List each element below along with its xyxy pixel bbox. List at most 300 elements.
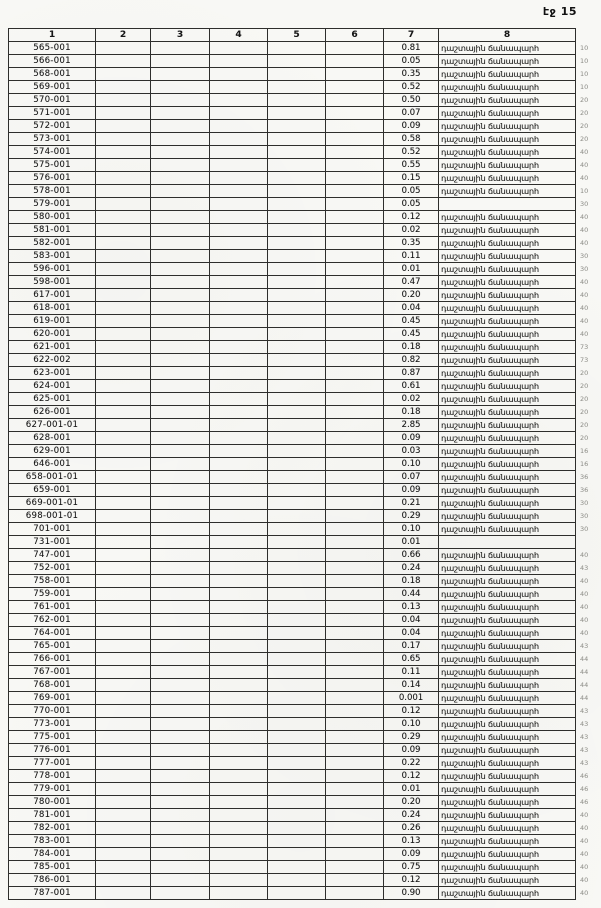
- land-type-cell: դաշտային ճանապարհ: [439, 575, 576, 588]
- empty-cell-col2: [96, 107, 151, 120]
- column-header-8: 8: [439, 29, 576, 42]
- parcel-code-cell: 628-001: [9, 432, 96, 445]
- area-value-cell: 0.13: [384, 601, 439, 614]
- land-type-cell: դաշտային ճանապարհ: [439, 510, 576, 523]
- handwritten-margin-mark: 40: [580, 161, 589, 169]
- empty-cell-col4: [210, 120, 268, 133]
- empty-cell-col2: [96, 68, 151, 81]
- empty-cell-col2: [96, 770, 151, 783]
- area-value-cell: 0.07: [384, 107, 439, 120]
- table-row: [9, 406, 600, 419]
- handwritten-margin-mark: 20: [580, 382, 589, 390]
- area-value-cell: 0.22: [384, 757, 439, 770]
- parcel-code-cell: 768-001: [9, 679, 96, 692]
- empty-cell-col5: [268, 341, 326, 354]
- empty-cell-col2: [96, 861, 151, 874]
- parcel-code-cell: 762-001: [9, 614, 96, 627]
- empty-cell-col4: [210, 783, 268, 796]
- parcel-code-cell: 621-001: [9, 341, 96, 354]
- empty-cell-col6: [326, 679, 384, 692]
- empty-cell-col3: [151, 666, 210, 679]
- empty-cell-col2: [96, 575, 151, 588]
- land-type-cell: դաշտային ճանապարհ: [439, 757, 576, 770]
- empty-cell-col5: [268, 146, 326, 159]
- empty-cell-col2: [96, 42, 151, 55]
- land-type-cell: դաշտային ճանապարհ: [439, 94, 576, 107]
- table-row: [9, 263, 600, 276]
- parcel-code-cell: 786-001: [9, 874, 96, 887]
- land-type-cell: դաշտային ճանապարհ: [439, 471, 576, 484]
- land-type-cell: դաշտային ճանապարհ: [439, 445, 576, 458]
- column-header-2: 2: [96, 29, 151, 42]
- parcel-code-cell: 783-001: [9, 835, 96, 848]
- handwritten-margin-mark: 40: [580, 278, 589, 286]
- empty-cell-col6: [326, 94, 384, 107]
- handwritten-margin-mark: 10: [580, 44, 589, 52]
- area-value-cell: 0.12: [384, 874, 439, 887]
- empty-cell-col6: [326, 562, 384, 575]
- empty-cell-col4: [210, 354, 268, 367]
- handwritten-margin-mark: 40: [580, 291, 589, 299]
- area-value-cell: 0.10: [384, 718, 439, 731]
- empty-cell-col6: [326, 692, 384, 705]
- empty-cell-col5: [268, 666, 326, 679]
- empty-cell-col6: [326, 289, 384, 302]
- empty-cell-col3: [151, 562, 210, 575]
- area-value-cell: 0.26: [384, 822, 439, 835]
- parcel-code-cell: 766-001: [9, 653, 96, 666]
- parcel-code-cell: 574-001: [9, 146, 96, 159]
- handwritten-margin-mark: 46: [580, 772, 589, 780]
- empty-cell-col3: [151, 705, 210, 718]
- area-value-cell: 0.45: [384, 315, 439, 328]
- table-row: [9, 328, 600, 341]
- area-value-cell: 0.09: [384, 432, 439, 445]
- handwritten-margin-mark: 30: [580, 200, 589, 208]
- land-type-cell: դաշտային ճանապարհ: [439, 367, 576, 380]
- empty-cell-col4: [210, 523, 268, 536]
- empty-cell-col4: [210, 211, 268, 224]
- empty-cell-col3: [151, 94, 210, 107]
- table-row: [9, 250, 600, 263]
- empty-cell-col2: [96, 419, 151, 432]
- empty-cell-col3: [151, 835, 210, 848]
- parcel-code-cell: 573-001: [9, 133, 96, 146]
- table-row: [9, 718, 600, 731]
- empty-cell-col2: [96, 692, 151, 705]
- empty-cell-col3: [151, 432, 210, 445]
- land-type-cell: դաշտային ճանապարհ: [439, 289, 576, 302]
- area-value-cell: 0.20: [384, 289, 439, 302]
- empty-cell-col4: [210, 861, 268, 874]
- land-type-cell: դաշտային ճանապարհ: [439, 107, 576, 120]
- empty-cell-col6: [326, 328, 384, 341]
- empty-cell-col5: [268, 211, 326, 224]
- empty-cell-col2: [96, 276, 151, 289]
- handwritten-margin-mark: 36: [580, 473, 589, 481]
- empty-cell-col3: [151, 393, 210, 406]
- empty-cell-col2: [96, 354, 151, 367]
- empty-cell-col5: [268, 601, 326, 614]
- empty-cell-col4: [210, 588, 268, 601]
- parcel-code-cell: 570-001: [9, 94, 96, 107]
- empty-cell-col6: [326, 263, 384, 276]
- empty-cell-col5: [268, 68, 326, 81]
- parcel-code-cell: 780-001: [9, 796, 96, 809]
- handwritten-margin-mark: 40: [580, 837, 589, 845]
- parcel-code-cell: 669-001-01: [9, 497, 96, 510]
- table-row: [9, 744, 600, 757]
- table-row: [9, 757, 600, 770]
- empty-cell-col5: [268, 809, 326, 822]
- empty-cell-col4: [210, 250, 268, 263]
- empty-cell-col4: [210, 42, 268, 55]
- empty-cell-col2: [96, 835, 151, 848]
- handwritten-margin-mark: 40: [580, 148, 589, 156]
- parcel-code-cell: 787-001: [9, 887, 96, 900]
- empty-cell-col3: [151, 120, 210, 133]
- empty-cell-col4: [210, 692, 268, 705]
- empty-cell-col6: [326, 848, 384, 861]
- table-row: [9, 809, 600, 822]
- parcel-code-cell: 580-001: [9, 211, 96, 224]
- empty-cell-col5: [268, 133, 326, 146]
- empty-cell-col5: [268, 120, 326, 133]
- parcel-code-cell: 581-001: [9, 224, 96, 237]
- parcel-code-cell: 626-001: [9, 406, 96, 419]
- area-value-cell: 0.45: [384, 328, 439, 341]
- empty-cell-col3: [151, 848, 210, 861]
- empty-cell-col6: [326, 874, 384, 887]
- area-value-cell: 0.52: [384, 81, 439, 94]
- handwritten-margin-mark: 43: [580, 707, 589, 715]
- handwritten-margin-mark: 10: [580, 57, 589, 65]
- parcel-code-cell: 767-001: [9, 666, 96, 679]
- empty-cell-col2: [96, 224, 151, 237]
- empty-cell-col6: [326, 42, 384, 55]
- parcel-code-cell: 770-001: [9, 705, 96, 718]
- empty-cell-col6: [326, 822, 384, 835]
- empty-cell-col5: [268, 354, 326, 367]
- empty-cell-col2: [96, 380, 151, 393]
- empty-cell-col5: [268, 289, 326, 302]
- empty-cell-col4: [210, 380, 268, 393]
- empty-cell-col4: [210, 822, 268, 835]
- area-value-cell: 0.001: [384, 692, 439, 705]
- empty-cell-col4: [210, 159, 268, 172]
- empty-cell-col5: [268, 536, 326, 549]
- empty-cell-col5: [268, 497, 326, 510]
- empty-cell-col5: [268, 874, 326, 887]
- empty-cell-col6: [326, 614, 384, 627]
- empty-cell-col4: [210, 393, 268, 406]
- empty-cell-col4: [210, 497, 268, 510]
- parcel-code-cell: 569-001: [9, 81, 96, 94]
- empty-cell-col5: [268, 705, 326, 718]
- empty-cell-col3: [151, 146, 210, 159]
- empty-cell-col3: [151, 471, 210, 484]
- handwritten-margin-mark: 40: [580, 551, 589, 559]
- table-row: [9, 55, 600, 68]
- empty-cell-col6: [326, 172, 384, 185]
- empty-cell-col5: [268, 224, 326, 237]
- parcel-code-cell: 568-001: [9, 68, 96, 81]
- land-type-cell: դաշտային ճանապարհ: [439, 42, 576, 55]
- empty-cell-col3: [151, 276, 210, 289]
- empty-cell-col3: [151, 419, 210, 432]
- empty-cell-col4: [210, 419, 268, 432]
- empty-cell-col2: [96, 432, 151, 445]
- area-value-cell: 0.04: [384, 302, 439, 315]
- empty-cell-col3: [151, 250, 210, 263]
- empty-cell-col5: [268, 692, 326, 705]
- handwritten-margin-mark: 46: [580, 785, 589, 793]
- empty-cell-col5: [268, 562, 326, 575]
- handwritten-margin-mark: 43: [580, 720, 589, 728]
- empty-cell-col6: [326, 185, 384, 198]
- parcel-code-cell: 731-001: [9, 536, 96, 549]
- empty-cell-col2: [96, 302, 151, 315]
- empty-cell-col3: [151, 445, 210, 458]
- area-value-cell: 0.18: [384, 341, 439, 354]
- empty-cell-col3: [151, 302, 210, 315]
- empty-cell-col4: [210, 146, 268, 159]
- land-type-cell: դաշտային ճանապարհ: [439, 341, 576, 354]
- empty-cell-col2: [96, 55, 151, 68]
- parcel-code-cell: 752-001: [9, 562, 96, 575]
- land-type-cell: դաշտային ճանապարհ: [439, 783, 576, 796]
- handwritten-margin-mark: 20: [580, 109, 589, 117]
- empty-cell-col5: [268, 757, 326, 770]
- area-value-cell: 0.12: [384, 211, 439, 224]
- area-value-cell: 0.18: [384, 406, 439, 419]
- table-row: [9, 354, 600, 367]
- data-table: [8, 28, 600, 900]
- empty-cell-col6: [326, 523, 384, 536]
- empty-cell-col5: [268, 250, 326, 263]
- empty-cell-col6: [326, 640, 384, 653]
- table-row: [9, 302, 600, 315]
- handwritten-margin-mark: 40: [580, 616, 589, 624]
- area-value-cell: 0.14: [384, 679, 439, 692]
- handwritten-margin-mark: 10: [580, 187, 589, 195]
- empty-cell-col2: [96, 211, 151, 224]
- area-value-cell: 0.24: [384, 809, 439, 822]
- land-type-cell: դաշտային ճանապարհ: [439, 679, 576, 692]
- empty-cell-col2: [96, 666, 151, 679]
- area-value-cell: 0.11: [384, 666, 439, 679]
- empty-cell-col5: [268, 848, 326, 861]
- table-row: [9, 42, 600, 55]
- empty-cell-col6: [326, 302, 384, 315]
- empty-cell-col3: [151, 458, 210, 471]
- empty-cell-col3: [151, 172, 210, 185]
- area-value-cell: 0.87: [384, 367, 439, 380]
- land-type-cell: դաշտային ճանապարհ: [439, 705, 576, 718]
- empty-cell-col2: [96, 133, 151, 146]
- land-type-cell: դաշտային ճանապարհ: [439, 55, 576, 68]
- parcel-code-cell: 624-001: [9, 380, 96, 393]
- empty-cell-col2: [96, 705, 151, 718]
- area-value-cell: 0.10: [384, 523, 439, 536]
- empty-cell-col2: [96, 523, 151, 536]
- empty-cell-col2: [96, 783, 151, 796]
- empty-cell-col5: [268, 406, 326, 419]
- handwritten-margin-mark: 40: [580, 577, 589, 585]
- empty-cell-col3: [151, 796, 210, 809]
- land-type-cell: դաշտային ճանապարհ: [439, 68, 576, 81]
- parcel-code-cell: 775-001: [9, 731, 96, 744]
- land-type-cell: դաշտային ճանապարհ: [439, 835, 576, 848]
- table-row: [9, 796, 600, 809]
- handwritten-margin-mark: [576, 536, 600, 549]
- table-row: [9, 107, 600, 120]
- handwritten-margin-mark: 40: [580, 239, 589, 247]
- table-row: [9, 679, 600, 692]
- empty-cell-col6: [326, 159, 384, 172]
- empty-cell-col6: [326, 770, 384, 783]
- parcel-code-cell: 779-001: [9, 783, 96, 796]
- handwritten-margin-mark: 20: [580, 135, 589, 143]
- parcel-code-cell: 765-001: [9, 640, 96, 653]
- empty-cell-col2: [96, 367, 151, 380]
- empty-cell-col5: [268, 263, 326, 276]
- parcel-code-cell: 784-001: [9, 848, 96, 861]
- area-value-cell: 0.82: [384, 354, 439, 367]
- parcel-code-cell: 758-001: [9, 575, 96, 588]
- empty-cell-col4: [210, 302, 268, 315]
- empty-cell-col2: [96, 471, 151, 484]
- empty-cell-col4: [210, 237, 268, 250]
- handwritten-margin-mark: 16: [580, 447, 589, 455]
- land-type-cell: դաշտային ճանապարհ: [439, 211, 576, 224]
- table-row: [9, 575, 600, 588]
- empty-cell-col3: [151, 497, 210, 510]
- table-row: [9, 484, 600, 497]
- column-header-5: 5: [268, 29, 326, 42]
- handwritten-margin-mark: 40: [580, 629, 589, 637]
- handwritten-margin-mark: 40: [580, 824, 589, 832]
- empty-cell-col4: [210, 874, 268, 887]
- handwritten-margin-mark: 16: [580, 460, 589, 468]
- empty-cell-col5: [268, 276, 326, 289]
- empty-cell-col5: [268, 510, 326, 523]
- land-type-cell: դաշտային ճանապարհ: [439, 601, 576, 614]
- land-type-cell: դաշտային ճանապարհ: [439, 354, 576, 367]
- empty-cell-col3: [151, 861, 210, 874]
- handwritten-margin-mark: 43: [580, 759, 589, 767]
- area-value-cell: 0.13: [384, 835, 439, 848]
- parcel-code-cell: 778-001: [9, 770, 96, 783]
- empty-cell-col3: [151, 510, 210, 523]
- empty-cell-col3: [151, 380, 210, 393]
- land-type-cell: դաշտային ճանապարհ: [439, 276, 576, 289]
- empty-cell-col6: [326, 406, 384, 419]
- empty-cell-col3: [151, 354, 210, 367]
- empty-cell-col6: [326, 432, 384, 445]
- empty-cell-col3: [151, 211, 210, 224]
- empty-cell-col5: [268, 380, 326, 393]
- empty-cell-col2: [96, 614, 151, 627]
- empty-cell-col2: [96, 289, 151, 302]
- empty-cell-col3: [151, 198, 210, 211]
- area-value-cell: 0.61: [384, 380, 439, 393]
- empty-cell-col5: [268, 393, 326, 406]
- land-type-cell: դաշտային ճանապարհ: [439, 406, 576, 419]
- area-value-cell: 0.11: [384, 250, 439, 263]
- empty-cell-col5: [268, 198, 326, 211]
- empty-cell-col3: [151, 731, 210, 744]
- page-number: էջ 15: [542, 5, 577, 18]
- handwritten-margin-mark: 30: [580, 265, 589, 273]
- land-type-cell: դաշտային ճանապարհ: [439, 263, 576, 276]
- empty-cell-col3: [151, 809, 210, 822]
- land-type-cell: դաշտային ճանապարհ: [439, 614, 576, 627]
- empty-cell-col6: [326, 224, 384, 237]
- empty-cell-col2: [96, 640, 151, 653]
- parcel-code-cell: 583-001: [9, 250, 96, 263]
- empty-cell-col6: [326, 380, 384, 393]
- parcel-code-cell: 759-001: [9, 588, 96, 601]
- handwritten-margin-mark: 40: [580, 889, 589, 897]
- handwritten-margin-mark: 40: [580, 330, 589, 338]
- table-row: [9, 822, 600, 835]
- empty-cell-col2: [96, 81, 151, 94]
- handwritten-margin-mark: 40: [580, 226, 589, 234]
- table-row: [9, 692, 600, 705]
- empty-cell-col6: [326, 757, 384, 770]
- empty-cell-col5: [268, 627, 326, 640]
- handwritten-margin-mark: 20: [580, 122, 589, 130]
- table-row: [9, 783, 600, 796]
- handwritten-margin-mark: 30: [580, 499, 589, 507]
- area-value-cell: 0.09: [384, 744, 439, 757]
- empty-cell-col6: [326, 445, 384, 458]
- land-type-cell: դաշտային ճանապարհ: [439, 887, 576, 900]
- handwritten-margin-mark: 40: [580, 304, 589, 312]
- land-type-cell: դաշտային ճանապարհ: [439, 718, 576, 731]
- land-type-cell: [439, 536, 576, 549]
- area-value-cell: 0.35: [384, 237, 439, 250]
- empty-cell-col4: [210, 731, 268, 744]
- empty-cell-col5: [268, 640, 326, 653]
- empty-cell-col5: [268, 302, 326, 315]
- empty-cell-col6: [326, 393, 384, 406]
- empty-cell-col2: [96, 718, 151, 731]
- empty-cell-col4: [210, 705, 268, 718]
- empty-cell-col6: [326, 627, 384, 640]
- land-type-cell: դաշտային ճանապարհ: [439, 315, 576, 328]
- empty-cell-col4: [210, 887, 268, 900]
- empty-cell-col2: [96, 796, 151, 809]
- table-row: [9, 289, 600, 302]
- land-type-cell: դաշտային ճանապարհ: [439, 172, 576, 185]
- empty-cell-col4: [210, 198, 268, 211]
- empty-cell-col3: [151, 640, 210, 653]
- handwritten-margin-mark: 43: [580, 746, 589, 754]
- handwritten-margin-mark: 40: [580, 317, 589, 325]
- empty-cell-col5: [268, 42, 326, 55]
- empty-cell-col3: [151, 406, 210, 419]
- empty-cell-col2: [96, 744, 151, 757]
- area-value-cell: 0.03: [384, 445, 439, 458]
- empty-cell-col2: [96, 263, 151, 276]
- handwritten-margin-mark: 20: [580, 408, 589, 416]
- empty-cell-col2: [96, 393, 151, 406]
- empty-cell-col5: [268, 471, 326, 484]
- empty-cell-col5: [268, 445, 326, 458]
- table-row: [9, 887, 600, 900]
